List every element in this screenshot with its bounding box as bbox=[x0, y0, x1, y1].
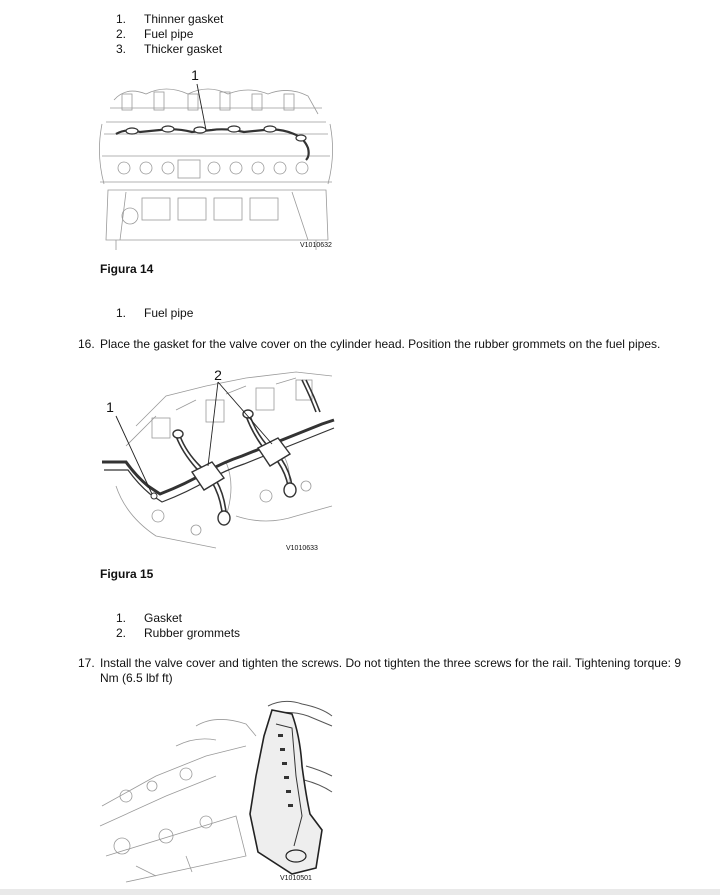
list-item bbox=[112, 42, 312, 57]
legend-list-1 bbox=[112, 12, 312, 60]
list-item bbox=[112, 306, 312, 321]
step-number: 16. bbox=[78, 337, 95, 351]
figure-16-illustration bbox=[96, 696, 336, 886]
list-item bbox=[112, 12, 312, 27]
list-item-text: Thicker gasket bbox=[144, 42, 223, 56]
figure-code: V1010633 bbox=[286, 545, 318, 552]
list-item-text: Fuel pipe bbox=[144, 27, 194, 41]
figure-caption: Figura 15 bbox=[100, 567, 154, 581]
callout-1: 1 bbox=[106, 399, 114, 415]
list-item-number: 1. bbox=[115, 611, 126, 625]
figure-15-illustration bbox=[96, 366, 336, 552]
figure-caption: Figura 14 bbox=[100, 262, 154, 276]
step-17 bbox=[78, 656, 698, 688]
step-number: 17. bbox=[78, 656, 95, 670]
callout-2: 2 bbox=[214, 367, 222, 383]
list-item-number: 2. bbox=[115, 626, 126, 640]
list-item-number: 1. bbox=[115, 306, 126, 320]
list-item-text: Fuel pipe bbox=[144, 306, 194, 320]
figure-code: V1010501 bbox=[280, 875, 312, 882]
list-item-text: Gasket bbox=[144, 611, 183, 625]
list-item-text: Rubber grommets bbox=[144, 626, 241, 640]
list-item bbox=[112, 27, 312, 42]
legend-list-3 bbox=[112, 611, 312, 641]
figure-code: V1010632 bbox=[300, 242, 332, 249]
list-item-text: Thinner gasket bbox=[144, 12, 224, 26]
step-text: Place the gasket for the valve cover on the cylinder head. Position the rubber grommets on the fuel pipes. bbox=[100, 337, 661, 351]
list-item bbox=[112, 611, 312, 626]
page-bottom-rule bbox=[0, 889, 720, 895]
list-item-number: 2. bbox=[115, 27, 126, 41]
step-text: Install the valve cover and tighten the screws. Do not tighten the three screws for the rail. Tightening torque: 9 Nm (6.5 lbf ft) bbox=[100, 656, 681, 685]
list-item-number: 3. bbox=[115, 42, 126, 56]
figure-14-illustration bbox=[96, 64, 336, 250]
callout-1: 1 bbox=[191, 67, 199, 83]
list-item-number: 1. bbox=[115, 12, 126, 26]
step-16 bbox=[78, 337, 698, 352]
legend-list-2 bbox=[112, 306, 312, 321]
list-item bbox=[112, 626, 312, 641]
